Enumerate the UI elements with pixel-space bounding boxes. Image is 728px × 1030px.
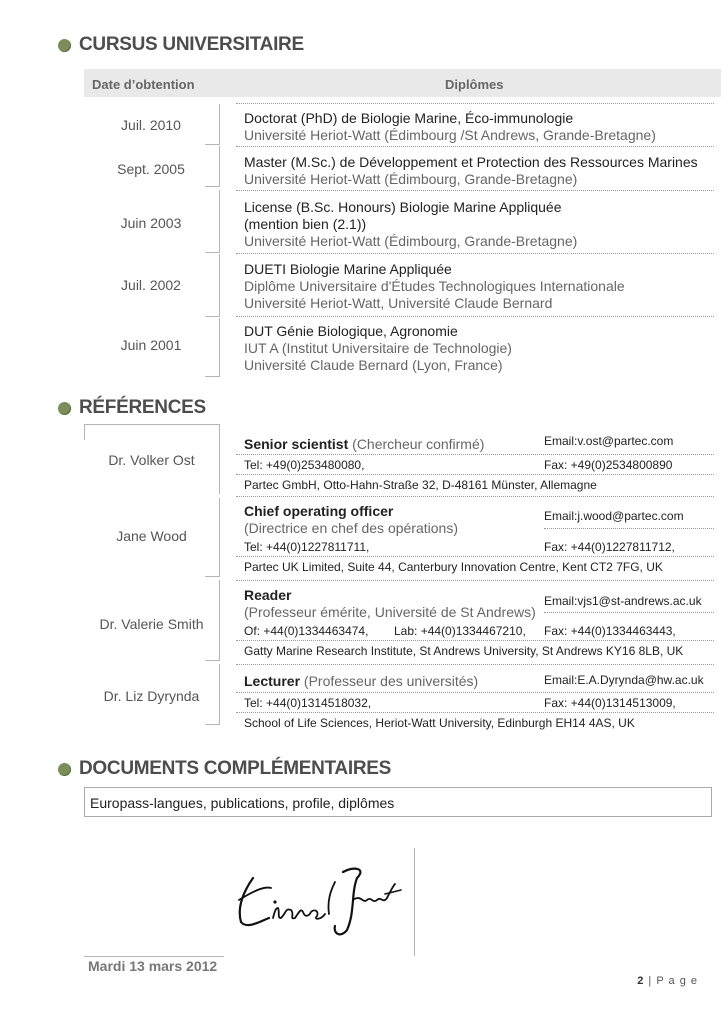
role-title: Senior scientist	[244, 436, 349, 452]
email-label: Email:	[544, 673, 578, 687]
reference-name: Dr. Valerie Smith	[99, 616, 204, 632]
cursus-date: Juil. 2010	[121, 117, 181, 133]
bullet-icon	[58, 39, 71, 52]
reference-tel: Tel: +44(0)1227811711,	[244, 540, 370, 554]
divider	[414, 848, 415, 956]
reference-role	[244, 436, 484, 452]
divider	[205, 186, 220, 187]
divider	[219, 318, 220, 376]
divider	[205, 316, 220, 317]
diploma-detail: Université Heriot-Watt (Édimbourg, Grande-Bretagne)	[244, 171, 578, 187]
divider	[205, 724, 220, 725]
reference-name: Jane Wood	[116, 528, 187, 544]
reference-office-tel: Of: +44(0)1334463474,	[244, 624, 369, 638]
cursus-date: Juin 2003	[120, 215, 182, 231]
email-label: Email:	[544, 594, 578, 608]
email-line	[544, 434, 673, 448]
reference-role-translation	[244, 520, 458, 536]
divider	[84, 424, 85, 440]
diploma-detail: Université Heriot-Watt, Université Claude Bernard	[244, 295, 553, 311]
diploma-title: Master (M.Sc.) de Développement et Protection des Ressources Marines	[244, 154, 698, 170]
row-divider	[236, 454, 714, 455]
reference-address: Partec UK Limited, Suite 44, Canterbury Innovation Centre, Kent CT2 7FG, UK	[244, 560, 663, 574]
divider	[219, 104, 220, 144]
row-divider	[544, 612, 714, 613]
row-divider	[236, 316, 714, 317]
reference-fax: Fax: +49(0)2534800890	[544, 458, 673, 472]
email-link[interactable]: v.ost@partec.com	[577, 434, 674, 448]
row-divider	[236, 556, 714, 557]
reference-fax: Fax: +44(0)1334463443,	[544, 624, 676, 638]
diploma-detail: IUT A (Institut Universitaire de Technologie)	[244, 340, 512, 356]
role-translation: (Chercheur confirmé)	[352, 436, 485, 452]
footer-date: Mardi 13 mars 2012	[88, 958, 218, 974]
row-divider	[236, 712, 714, 713]
diploma-detail: Université Claude Bernard (Lyon, France)	[244, 357, 503, 373]
cursus-date: Sept. 2005	[117, 161, 185, 177]
reference-role	[244, 673, 478, 689]
reference-tel: Tel: +44(0)1314518032,	[244, 696, 372, 710]
cursus-date: Juil. 2002	[121, 277, 181, 293]
diploma-title: License (B.Sc. Honours) Biologie Marine Appliquée	[244, 199, 562, 215]
row-divider	[236, 474, 714, 475]
cursus-date: Juin 2001	[120, 337, 182, 353]
reference-role-translation	[244, 604, 536, 620]
divider	[84, 424, 220, 425]
divider	[205, 252, 220, 253]
row-divider	[544, 528, 714, 529]
divider	[205, 660, 220, 661]
page-num-value: 2	[637, 975, 645, 987]
email-line	[544, 594, 702, 608]
row-divider	[236, 146, 714, 147]
role-translation: (Professeur émérite, Université de St Andrews)	[244, 604, 536, 620]
col-header-diplomes: Diplômes	[445, 77, 504, 92]
row-divider	[236, 103, 714, 104]
row-divider	[236, 692, 714, 693]
section-cursus-title: CURSUS UNIVERSITAIRE	[58, 34, 304, 56]
divider	[84, 956, 224, 957]
diploma-title: Doctorat (PhD) de Biologie Marine, Éco-immunologie	[244, 110, 574, 126]
reference-address: Gatty Marine Research Institute, St Andrews University, St Andrews KY16 8LB, UK	[244, 644, 684, 658]
row-divider	[236, 253, 714, 254]
row-divider	[236, 190, 714, 191]
reference-fax: Fax: +44(0)1314513009,	[544, 696, 676, 710]
role-translation: (Directrice en chef des opérations)	[244, 520, 458, 536]
bullet-icon	[58, 402, 71, 415]
reference-fax: Fax: +44(0)1227811712,	[544, 540, 675, 554]
divider	[205, 376, 220, 377]
diploma-title: DUETI Biologie Marine Appliquée	[244, 261, 452, 277]
email-link[interactable]: vjs1@st-andrews.ac.uk	[577, 594, 702, 608]
divider	[219, 498, 220, 576]
reference-tel: Tel: +49(0)253480080,	[244, 458, 365, 472]
reference-address: School of Life Sciences, Heriot-Watt University, Edinburgh EH14 4AS, UK	[244, 716, 635, 730]
col-header-date: Date d’obtention	[92, 77, 195, 92]
email-label: Email:	[544, 509, 578, 523]
reference-address: Partec GmbH, Otto-Hahn-Straße 32, D-48161 Münster, Allemagne	[244, 478, 597, 492]
role-title: Lecturer	[244, 673, 301, 689]
section-references-title: RÉFÉRENCES	[58, 397, 206, 419]
email-line	[544, 509, 684, 523]
page-label: | P a g e	[648, 975, 698, 987]
row-divider	[236, 640, 714, 641]
divider	[219, 664, 220, 724]
reference-name: Dr. Liz Dyrynda	[103, 688, 200, 704]
divider	[219, 190, 220, 252]
divider	[219, 424, 220, 494]
row-divider	[236, 664, 714, 665]
diploma-detail: Université Heriot-Watt (Édimbourg, Grande-Bretagne)	[244, 233, 578, 249]
reference-role	[244, 587, 291, 603]
email-link[interactable]: j.wood@partec.com	[577, 509, 684, 523]
diploma-detail: Diplôme Universitaire d'Études Technologiques Internationale	[244, 278, 625, 294]
email-label: Email:	[544, 434, 578, 448]
documents-content: Europass-langues, publications, profile, diplômes	[90, 795, 395, 811]
page-number	[637, 975, 698, 987]
section-documents-title: DOCUMENTS COMPLÉMENTAIRES	[58, 758, 391, 780]
divider	[205, 144, 220, 145]
email-link[interactable]: E.A.Dyrynda@hw.ac.uk	[577, 673, 704, 687]
role-title: Reader	[244, 587, 292, 603]
row-divider	[236, 580, 714, 581]
role-title: Chief operating officer	[244, 503, 394, 519]
reference-lab-tel: Lab: +44(0)1334467210,	[394, 624, 526, 638]
bullet-icon	[58, 763, 71, 776]
role-translation: (Professeur des universités)	[303, 673, 479, 689]
divider	[219, 580, 220, 660]
signature-image	[225, 860, 405, 940]
diploma-title: DUT Génie Biologique, Agronomie	[244, 323, 458, 339]
divider	[219, 146, 220, 186]
reference-name: Dr. Volker Ost	[108, 452, 195, 468]
diploma-detail: Université Heriot-Watt (Édimbourg /St Andrews, Grande-Bretagne)	[244, 127, 656, 143]
divider	[219, 254, 220, 316]
diploma-detail: (mention bien (2.1))	[244, 216, 367, 232]
divider	[205, 576, 220, 577]
reference-role	[244, 503, 393, 519]
row-divider	[236, 496, 714, 497]
email-line	[544, 673, 704, 687]
